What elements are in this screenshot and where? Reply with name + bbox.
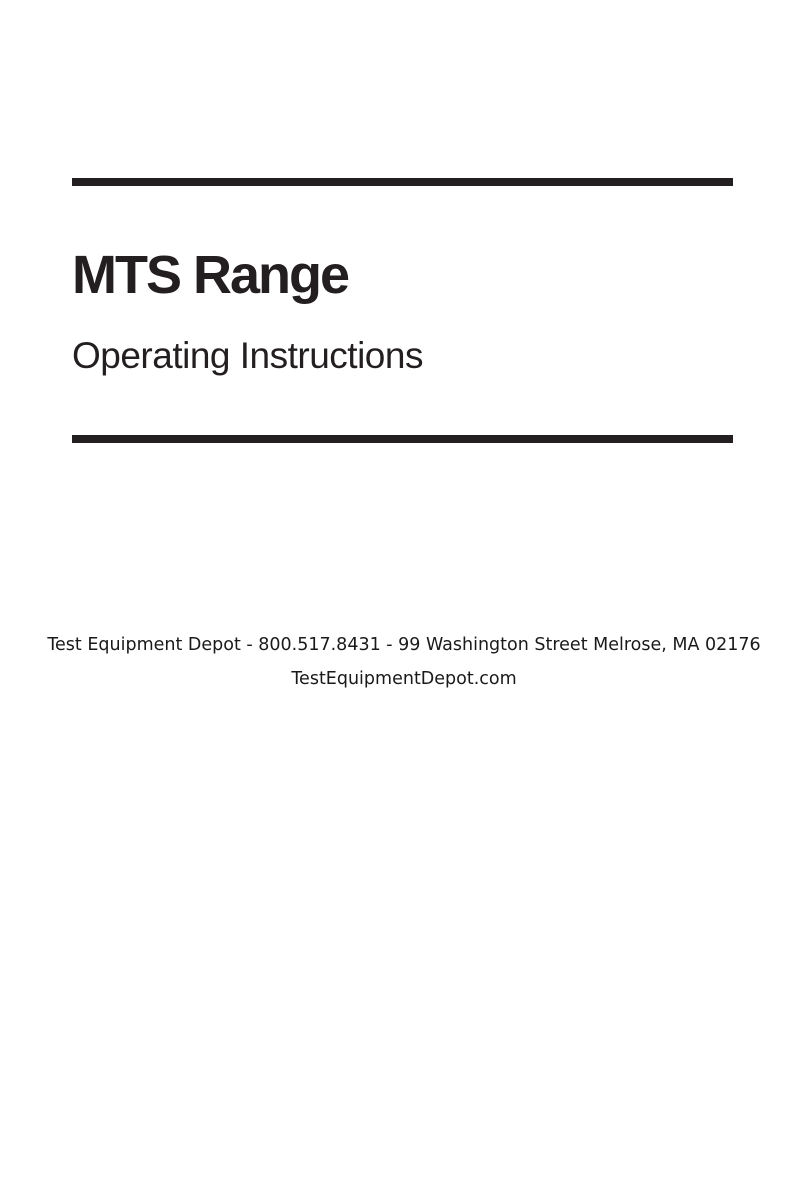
bottom-divider-rule <box>72 435 733 443</box>
contact-info-line: Test Equipment Depot - 800.517.8431 - 99 Washington Street Melrose, MA 02176 <box>47 635 761 655</box>
document-subtitle: Operating Instructions <box>72 335 423 376</box>
website-link[interactable]: TestEquipmentDepot.com <box>291 669 517 689</box>
top-divider-rule <box>72 178 733 186</box>
document-title: MTS Range <box>72 245 349 305</box>
